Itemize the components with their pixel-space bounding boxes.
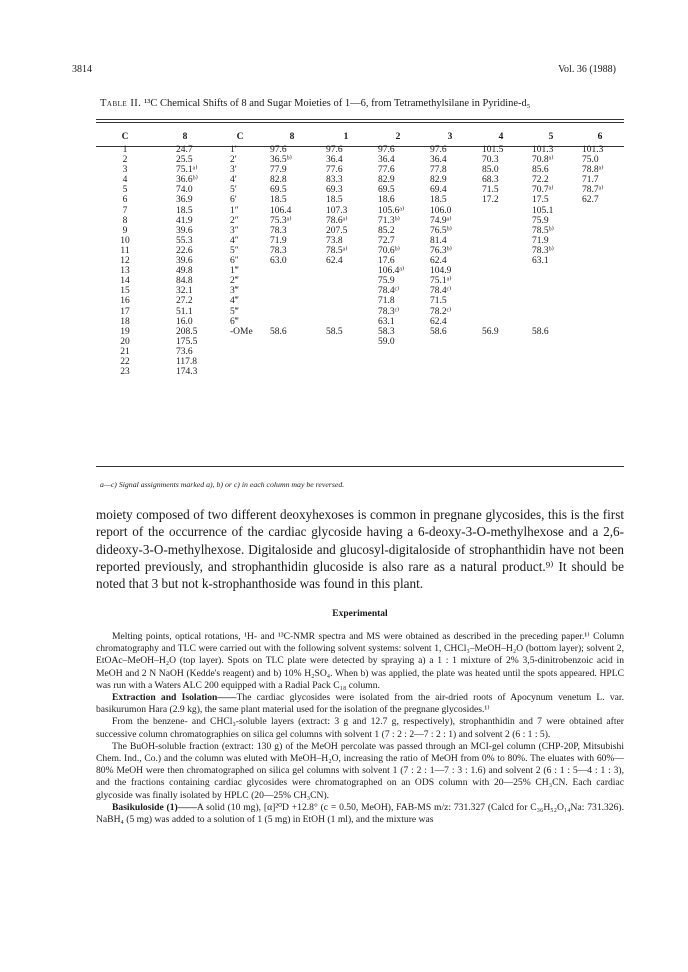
table-cell — [576, 296, 624, 306]
table-cell: 5‴ — [230, 306, 239, 317]
table-cell: 4′ — [230, 175, 237, 186]
run-in-heading: Basikuloside (1)—— — [112, 801, 197, 813]
table-row — [96, 276, 624, 286]
table-cell — [526, 266, 576, 276]
table-cell: 75.0 — [582, 155, 599, 166]
table-row — [96, 286, 624, 296]
table-cell — [320, 317, 372, 327]
table-row — [96, 216, 624, 226]
table-cell: 75.9 — [532, 215, 549, 226]
table-cell: 77.9 — [270, 165, 287, 176]
table-cell: 73.6 — [176, 346, 193, 357]
table-cell: 18.5 — [270, 195, 287, 206]
table-row — [96, 165, 624, 175]
table-cell: 25.5 — [176, 155, 193, 166]
table-cell: 7 — [122, 205, 128, 216]
column-header: C — [236, 132, 244, 142]
table-cell: 6 — [122, 195, 128, 206]
table-cell: 76.5ᵇ⁾ — [430, 225, 452, 236]
table-cell: 63.1 — [532, 256, 549, 267]
table-cell: 58.3 — [378, 326, 395, 337]
table-cell — [576, 206, 624, 216]
table-cell: 17 — [120, 306, 130, 317]
table-header-row — [96, 129, 624, 145]
table-cell — [476, 307, 526, 317]
table-cell: 32.1 — [176, 286, 193, 297]
table-cell: 101.3 — [532, 145, 554, 155]
table-cell: 208.5 — [176, 326, 198, 337]
table-cell: 78.6ᵃ⁾ — [326, 215, 348, 226]
table-cell: 78.4ᶜ⁾ — [430, 286, 452, 297]
table-cell: 62.7 — [582, 195, 599, 206]
table-cell: 74.0 — [176, 185, 193, 196]
table-cell — [526, 357, 576, 367]
table-cell: 63.0 — [270, 256, 287, 267]
table-cell: 78.8ᵃ⁾ — [582, 165, 604, 176]
table-cell: 24.7 — [176, 145, 193, 155]
chemical-shift-table — [96, 129, 624, 377]
table-cell: 71.5 — [430, 296, 447, 307]
table-cell: 3″ — [230, 225, 239, 236]
paragraph-text: A solid (10 mg), [α]²⁰D +12.8° (c = 0.50, MeOH), FAB-MS m/z: 731.327 (Calcd for C₃₆H₅₂O₁₄Na: 731.326). NaBH₄ (5 mg) was added to a solution of 1 (5 mg) in EtOH (1 ml), and the mixture was — [96, 801, 624, 826]
table-cell — [372, 347, 424, 357]
table-row — [96, 266, 624, 276]
table-cell: 97.6 — [326, 145, 343, 155]
table-cell — [576, 337, 624, 347]
table-cell: 18.6 — [378, 195, 395, 206]
table-cell: 97.6 — [270, 145, 287, 155]
table-cell — [576, 357, 624, 367]
table-cell: 18.5 — [176, 205, 193, 216]
table-cell — [526, 367, 576, 377]
table-cell — [320, 337, 372, 347]
table-cell — [476, 266, 526, 276]
table-footnote: a—c) Signal assignments marked a), b) or c) in each column may be reversed. — [100, 480, 345, 489]
table-cell: 70.7ᵃ⁾ — [532, 185, 554, 196]
table-cell: 75.1ᵃ⁾ — [176, 165, 198, 176]
table-cell: 62.4 — [326, 256, 343, 267]
table-row — [96, 226, 624, 236]
table-cell: 15 — [120, 286, 130, 297]
table-cell — [320, 266, 372, 276]
table-cell: 17.5 — [532, 195, 549, 206]
table-cell — [476, 317, 526, 327]
table-cell: 63.1 — [378, 316, 395, 327]
table-row — [96, 296, 624, 306]
table-cell: 105.1 — [532, 205, 554, 216]
column-header: 6 — [597, 132, 603, 142]
table-cell — [576, 226, 624, 236]
table-cell: 62.4 — [430, 316, 447, 327]
table-cell — [576, 367, 624, 377]
table-cell: 39.6 — [176, 225, 193, 236]
table-cell: 4″ — [230, 235, 239, 246]
table-cell: 18 — [120, 316, 130, 327]
table-cell: 62.4 — [430, 256, 447, 267]
table-cell: 1″ — [230, 205, 239, 216]
table-cell — [264, 367, 320, 377]
table-row — [96, 145, 624, 155]
table-cell: 175.5 — [176, 336, 198, 347]
table-cell: 69.4 — [430, 185, 447, 196]
paragraph-benzene: From the benzene- and CHCl₃-soluble layers (extract: 3 g and 12.7 g, respectively), strophanthidin and 7 were obtained after successive column chromatographies on silica gel columns with solvent 1 (7 : 2 : 2—7 : 2 : 1) and solvent 2 (6 : 1 : 5). — [96, 716, 624, 740]
table-cell: 49.8 — [176, 266, 193, 277]
table-body — [96, 145, 624, 377]
table-cell: 18.5 — [326, 195, 343, 206]
table-cell: 3′ — [230, 165, 237, 176]
table-cell: 106.0 — [430, 205, 452, 216]
table-cell — [424, 357, 476, 367]
table-cell: 3 — [122, 165, 128, 176]
table-cell: 21 — [120, 346, 130, 357]
table-cell — [576, 317, 624, 327]
table-cell: 72.7 — [378, 235, 395, 246]
table-cell: 11 — [120, 245, 130, 256]
table-cell — [372, 357, 424, 367]
table-cell — [526, 337, 576, 347]
table-cell: 104.9 — [430, 266, 452, 277]
table-cell: 101.5 — [482, 145, 504, 155]
table-cell — [476, 286, 526, 296]
table-cell: 36.5ᵇ⁾ — [270, 155, 292, 166]
paragraph-methods: Melting points, optical rotations, ¹H- and ¹³C-NMR spectra and MS were obtained as described in the preceding paper.¹⁾ Column chromatography and TLC were carried out with the following solvent systems: solvent 1, CHCl₃–MeOH–H₂O (bottom layer); solvent 2, EtOAc–MeOH–H₂O (top layer). Spots on TLC plate were detected by spraying a) a 1 : 1 mixture of 2% 3,5-dinitrobenzoic acid in MeOH and 2 N NaOH (Kedde's reagent) and b) 10% H₂SO₄. When b) was applied, the plate was heated until the spots appeared. HPLC was run with a Waters ALC 200 equipped with a Radial Pack C₁₈ column. — [96, 631, 624, 691]
table-row — [96, 317, 624, 327]
table-cell — [216, 337, 264, 347]
table-cell — [264, 286, 320, 296]
table-cell — [576, 216, 624, 226]
table-cell — [424, 367, 476, 377]
table-cell: 76.3ᵇ⁾ — [430, 245, 452, 256]
table-cell: 78.5ᵃ⁾ — [326, 245, 348, 256]
table-cell: 12 — [120, 256, 130, 267]
table-cell — [264, 347, 320, 357]
table-cell: -OMe — [230, 326, 253, 337]
column-header: 8 — [289, 132, 295, 142]
table-cell: 2′ — [230, 155, 237, 166]
table-cell: 5′ — [230, 185, 237, 196]
table-cell: 78.3 — [270, 225, 287, 236]
table-cell — [526, 347, 576, 357]
table-row — [96, 206, 624, 216]
table-cell: 2 — [122, 155, 128, 166]
table-cell — [320, 367, 372, 377]
table-cell — [576, 327, 624, 337]
table-cell: 84.8 — [176, 276, 193, 287]
table-row — [96, 155, 624, 165]
table-cell: 101.3 — [582, 145, 604, 155]
table-cell: 74.9ᵃ⁾ — [430, 215, 452, 226]
table-cell: 8 — [122, 215, 128, 226]
table-cell: 20 — [120, 336, 130, 347]
table-cell: 17.6 — [378, 256, 395, 267]
table-cell: 17.2 — [482, 195, 499, 206]
table-cell: 78.4ᶜ⁾ — [378, 286, 400, 297]
column-header: 5 — [548, 132, 554, 142]
table-cell: 73.8 — [326, 235, 343, 246]
table-cell: 106.4ᵃ⁾ — [378, 266, 405, 277]
table-cell: 59.0 — [378, 336, 395, 347]
experimental-body — [96, 631, 624, 826]
column-header: 2 — [395, 132, 401, 142]
table-cell — [476, 216, 526, 226]
table-cell — [216, 357, 264, 367]
table-cell: 58.5 — [326, 326, 343, 337]
table-cell — [264, 337, 320, 347]
table-cell: 5″ — [230, 245, 239, 256]
table-cell — [320, 296, 372, 306]
table-cell: 72.2 — [532, 175, 549, 186]
intro-paragraph: moiety composed of two different deoxyhexoses is common in pregnane glycosides, this is the first report of the occurrence of the cardiac glycoside having a 6-deoxy-3-O-methylhexose and a 2,6-dideoxy-3-O-methylhexose. Digitaloside and glucosyl-digitaloside of strophanthidin have not been reported previously, and strophanthidin glucoside is also rare as a natural product.⁹⁾ It should be noted that 3 but not k-strophanthoside was found in this plant. — [96, 507, 624, 592]
table-cell: 36.9 — [176, 195, 193, 206]
run-in-heading: Extraction and Isolation—— — [112, 692, 237, 704]
table-cell: 117.8 — [176, 356, 198, 367]
table-cell — [476, 236, 526, 246]
table-cell — [424, 347, 476, 357]
table-row — [96, 185, 624, 195]
table-row — [96, 307, 624, 317]
paragraph-text: The cardiac glycosides were isolated from the air-dried roots of Apocynum venetum L. var. basikurumon Hara (2.9 kg), the same plant material used for the isolation of the pregnane glycosides.¹⁾ — [96, 692, 624, 716]
table-row — [96, 256, 624, 266]
table-cell: 1‴ — [230, 266, 239, 277]
table-cell: 75.1ᵃ⁾ — [430, 276, 452, 287]
table-cell: 22.6 — [176, 245, 193, 256]
table-cell: 71.5 — [482, 185, 499, 196]
table-bottom-rule — [96, 466, 624, 467]
table-cell: 58.6 — [270, 326, 287, 337]
table-cell: 4‴ — [230, 296, 239, 307]
table-cell: 4 — [122, 175, 128, 186]
table-cell: 78.2ᶜ⁾ — [430, 306, 452, 317]
table-cell — [476, 296, 526, 306]
table-cell: 69.3 — [326, 185, 343, 196]
table-cell — [264, 296, 320, 306]
table-label: Table II. — [100, 98, 142, 109]
table-cell — [476, 357, 526, 367]
table-cell — [264, 357, 320, 367]
table-cell: 13 — [120, 266, 130, 277]
table-cell: 16.0 — [176, 316, 193, 327]
table-cell: 207.5 — [326, 225, 348, 236]
table-cell — [576, 276, 624, 286]
table-cell: 77.6 — [378, 165, 395, 176]
table-cell — [476, 337, 526, 347]
table-cell — [526, 317, 576, 327]
table-cell — [476, 226, 526, 236]
table-top-rule-2 — [96, 122, 624, 123]
table-cell — [576, 256, 624, 266]
table-cell: 82.9 — [430, 175, 447, 186]
table-cell: 78.5ᵇ⁾ — [532, 225, 554, 236]
table-cell — [476, 276, 526, 286]
paragraph-buoh: The BuOH-soluble fraction (extract: 130 g) of the MeOH percolate was passed through an MCI-gel column (CHP-20P, Mitsubishi Chem. Ind., Co.) and the column was eluted with MeOH–H₂O, increasing the ratio of MeOH from 0% to 80%. The eluates with 60%—80% MeOH were then chromatographed on silica gel columns with solvent 1 (7 : 2 : 1—7 : 3 : 1.6) and solvent 2 (6 : 1 : 5—4 : 1 : 3), and the fractions containing cardiac glycosides were chromatographed on an ODS column with 20—25% CH₃CN. Each cardiac glycoside was finally isolated by HPLC (20—25% CH₃CN). — [96, 740, 624, 801]
table-cell: 85.2 — [378, 225, 395, 236]
table-cell: 6‴ — [230, 316, 239, 327]
table-cell: 71.9 — [270, 235, 287, 246]
table-cell: 106.4 — [270, 205, 292, 216]
table-top-rule — [96, 119, 624, 120]
table-cell: 70.3 — [482, 155, 499, 166]
table-cell: 22 — [120, 356, 130, 367]
table-cell: 39.6 — [176, 256, 193, 267]
table-cell: 77.8 — [430, 165, 447, 176]
table-cell: 83.3 — [326, 175, 343, 186]
table-cell: 58.6 — [532, 326, 549, 337]
table-cell: 77.6 — [326, 165, 343, 176]
table-cell: 75.9 — [378, 276, 395, 287]
table-cell — [576, 246, 624, 256]
table-row — [96, 367, 624, 377]
table-cell — [264, 266, 320, 276]
table-cell: 97.6 — [378, 145, 395, 155]
table-cell: 56.9 — [482, 326, 499, 337]
table-cell: 85.6 — [532, 165, 549, 176]
table-cell — [264, 276, 320, 286]
table-cell — [476, 256, 526, 266]
table-cell: 70.8ᵃ⁾ — [532, 155, 554, 166]
table-cell: 41.9 — [176, 215, 193, 226]
table-cell: 6″ — [230, 256, 239, 267]
table-cell — [476, 246, 526, 256]
table-cell — [320, 307, 372, 317]
table-cell: 2″ — [230, 215, 239, 226]
table-cell: 27.2 — [176, 296, 193, 307]
table-cell: 107.3 — [326, 205, 348, 216]
table-cell: 16 — [120, 296, 130, 307]
table-cell: 85.0 — [482, 165, 499, 176]
table-cell — [576, 347, 624, 357]
column-header: 4 — [498, 132, 504, 142]
table-cell: 3‴ — [230, 286, 239, 297]
table-cell: 36.4 — [378, 155, 395, 166]
table-cell: 36.4 — [430, 155, 447, 166]
table-cell — [320, 357, 372, 367]
table-cell — [320, 286, 372, 296]
table-cell — [576, 286, 624, 296]
table-caption — [100, 98, 620, 109]
table-cell: 71.3ᵇ⁾ — [378, 215, 400, 226]
table-row — [96, 175, 624, 185]
table-row — [96, 246, 624, 256]
table-cell: 36.4 — [326, 155, 343, 166]
table-cell — [476, 367, 526, 377]
volume-info: Vol. 36 (1988) — [558, 64, 616, 75]
table-cell: 71.7 — [582, 175, 599, 186]
table-cell: 70.6ᵇ⁾ — [378, 245, 400, 256]
table-cell — [320, 347, 372, 357]
table-cell: 82.8 — [270, 175, 287, 186]
table-cell: 105.6ᵃ⁾ — [378, 205, 405, 216]
table-cell: 78.7ᵃ⁾ — [582, 185, 604, 196]
table-cell — [526, 296, 576, 306]
table-cell: 78.3ᵇ⁾ — [532, 245, 554, 256]
table-cell: 69.5 — [270, 185, 287, 196]
column-header: 8 — [182, 132, 188, 142]
table-cell: 14 — [120, 276, 130, 287]
table-cell: 19 — [120, 326, 130, 337]
table-row — [96, 357, 624, 367]
table-cell — [526, 276, 576, 286]
table-cell — [216, 347, 264, 357]
table-cell: 71.9 — [532, 235, 549, 246]
table-cell — [576, 236, 624, 246]
table-cell: 75.3ᵃ⁾ — [270, 215, 292, 226]
table-cell: 5 — [122, 185, 128, 196]
column-header: 3 — [447, 132, 453, 142]
table-row — [96, 337, 624, 347]
table-cell: 55.3 — [176, 235, 193, 246]
table-cell: 78.3ᶜ⁾ — [378, 306, 400, 317]
table-cell — [264, 307, 320, 317]
table-row — [96, 195, 624, 205]
table-row — [96, 327, 624, 337]
table-cell: 9 — [122, 225, 128, 236]
column-header: 1 — [343, 132, 349, 142]
table-cell: 18.5 — [430, 195, 447, 206]
section-title: Experimental — [332, 609, 388, 619]
table-cell: 71.8 — [378, 296, 395, 307]
table-cell: 78.3 — [270, 245, 287, 256]
paragraph-basikuloside — [96, 802, 624, 826]
table-cell: 2‴ — [230, 276, 239, 287]
table-cell: 174.3 — [176, 367, 198, 378]
table-cell — [372, 367, 424, 377]
paragraph-extraction — [96, 692, 624, 716]
table-cell: 23 — [120, 367, 130, 378]
table-cell: 97.6 — [430, 145, 447, 155]
table-cell — [264, 317, 320, 327]
table-cell — [476, 347, 526, 357]
table-cell: 69.5 — [378, 185, 395, 196]
table-row — [96, 347, 624, 357]
page-number: 3814 — [72, 64, 92, 75]
table-cell — [320, 276, 372, 286]
column-header: C — [121, 132, 129, 142]
table-cell: 10 — [120, 235, 130, 246]
table-cell — [576, 307, 624, 317]
table-cell — [216, 367, 264, 377]
table-cell: 36.6ᵇ⁾ — [176, 175, 198, 186]
table-cell: 58.6 — [430, 326, 447, 337]
table-cell: 81.4 — [430, 235, 447, 246]
table-cell — [424, 337, 476, 347]
table-cell — [576, 266, 624, 276]
table-cell: 6′ — [230, 195, 237, 206]
table-cell: 1′ — [230, 145, 237, 155]
table-cell: 51.1 — [176, 306, 193, 317]
table-cell: 68.3 — [482, 175, 499, 186]
table-cell: 82.9 — [378, 175, 395, 186]
table-cell — [526, 286, 576, 296]
table-row — [96, 236, 624, 246]
table-title: ¹³C Chemical Shifts of 8 and Sugar Moieties of 1—6, from Tetramethylsilane in Pyridine-d₅ — [144, 98, 531, 109]
table-cell — [526, 307, 576, 317]
table-cell — [476, 206, 526, 216]
table-cell: 1 — [122, 145, 128, 155]
